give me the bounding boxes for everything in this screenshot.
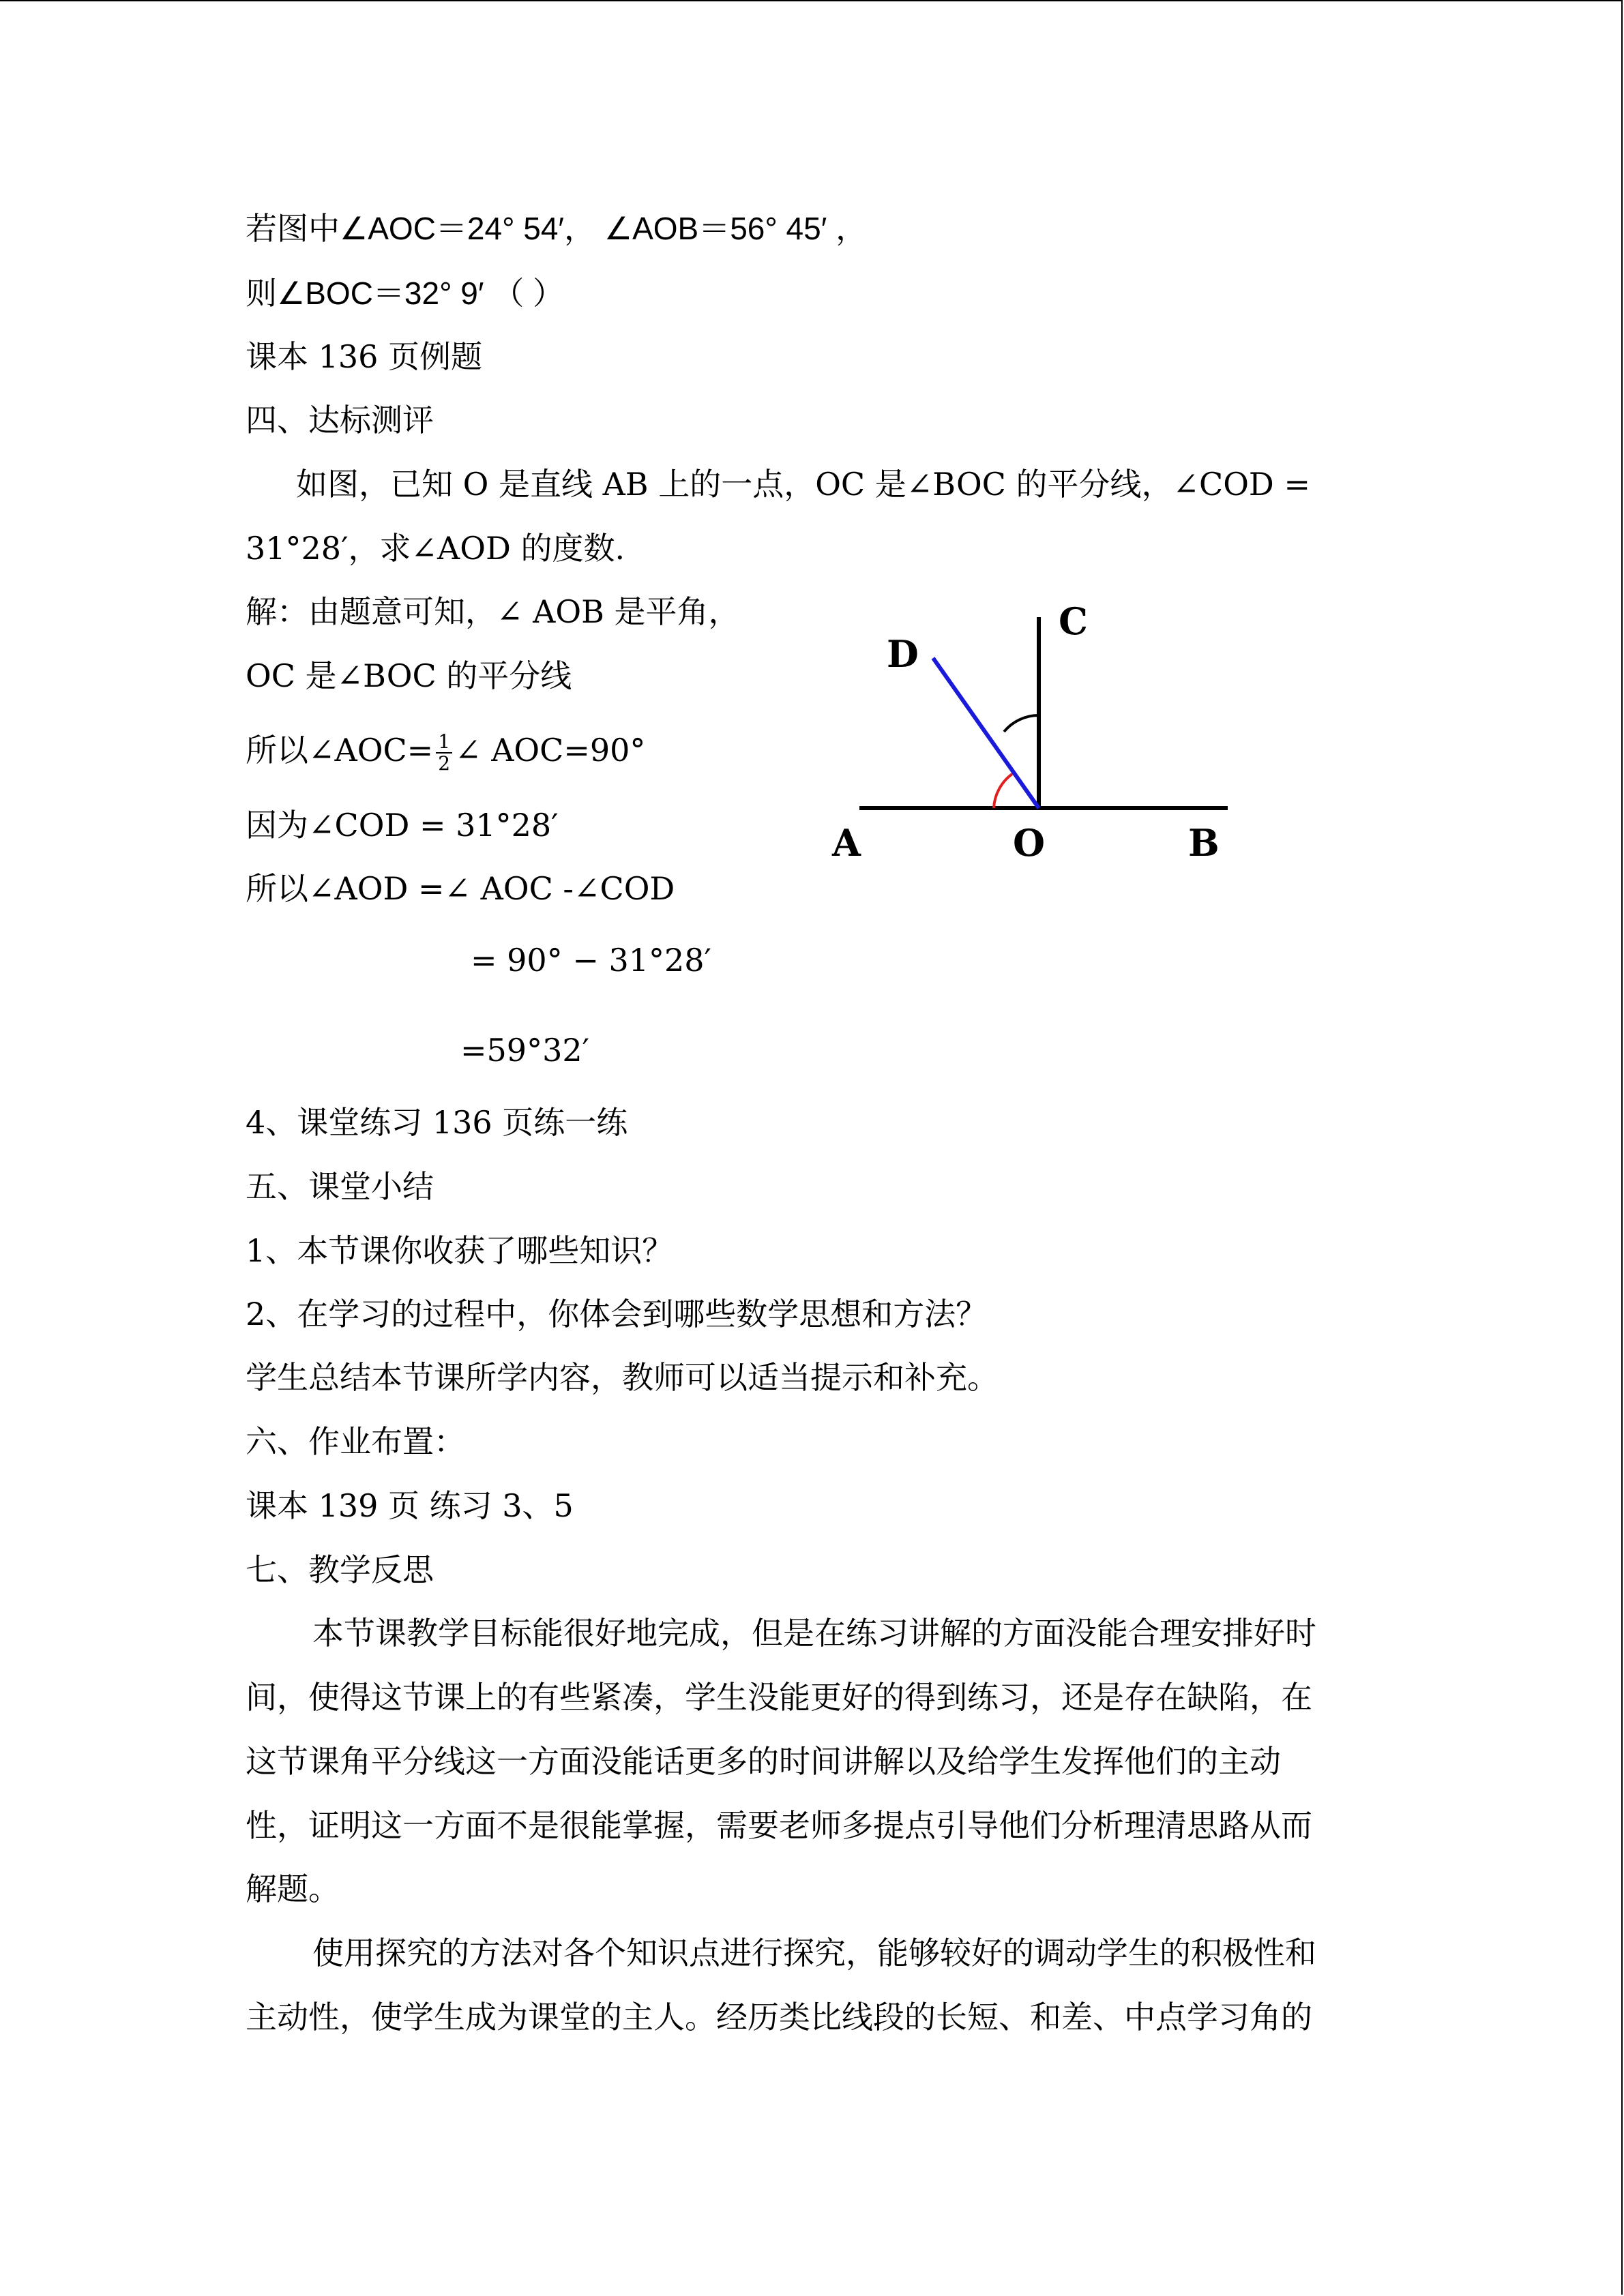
solution-line-1: 解：由题意可知，∠ AOB 是平角， <box>246 593 740 630</box>
section-heading-6: 六、作业布置： <box>246 1423 465 1460</box>
reflection-paragraph-1-line-2: 间，使得这节课上的有些紧凑，学生没能更好的得到练习，还是存在缺陷，在 <box>246 1679 1312 1716</box>
solution-result: =59°32′ <box>460 1032 590 1069</box>
summary-question-1: 1、本节课你收获了哪些知识？ <box>246 1232 674 1269</box>
summary-question-2: 2、在学习的过程中，你体会到哪些数学思想和方法？ <box>246 1296 988 1332</box>
problem-statement-line-2: 31°28′，求∠AOD 的度数. <box>246 530 625 567</box>
fraction-denominator: 2 <box>438 752 451 775</box>
solution-line-2: OC 是∠BOC 的平分线 <box>246 657 572 694</box>
solution-line-3 <box>246 730 645 774</box>
label-point-c: C <box>1059 599 1088 643</box>
reflection-paragraph-1-line-1: 本节课教学目标能很好地完成，但是在练习讲解的方面没能合理安排好时 <box>312 1615 1316 1652</box>
label-point-o: O <box>1013 821 1046 865</box>
solution-line-5: 所以∠AOD =∠ AOC -∠COD <box>246 870 675 907</box>
angle-diagram <box>818 586 1241 873</box>
label-point-a: A <box>832 821 861 865</box>
solution-line-6: = 90° − 31°28′ <box>471 942 711 979</box>
section-heading-7: 七、教学反思 <box>246 1551 434 1588</box>
reflection-paragraph-2-line-2: 主动性，使学生成为课堂的主人。经历类比线段的长短、和差、中点学习角的 <box>246 1999 1312 2036</box>
arc-angle-aod <box>994 774 1012 808</box>
text-line-classwork: 4、课堂练习 136 页练一练 <box>246 1104 628 1141</box>
label-point-b: B <box>1188 821 1220 865</box>
reflection-paragraph-1-line-4: 性，证明这一方面不是很能掌握，需要老师多提点引导他们分析理清思路从而 <box>246 1807 1312 1844</box>
reflection-paragraph-1-line-3: 这节课角平分线这一方面没能话更多的时间讲解以及给学生发挥他们的主动 <box>246 1743 1281 1780</box>
solution-line-3-prefix: 所以∠AOC= <box>246 732 434 769</box>
summary-note: 学生总结本节课所学内容，教师可以适当提示和补充。 <box>246 1359 999 1396</box>
text-line-1: 若图中∠AOC＝24° 54′， ∠AOB＝56° 45′ ， <box>246 211 868 246</box>
arc-angle-cod <box>1004 715 1039 732</box>
label-point-d: D <box>887 632 919 676</box>
reflection-paragraph-1-line-5: 解题。 <box>246 1870 340 1907</box>
solution-line-4: 因为∠COD = 31°28′ <box>246 807 559 844</box>
text-line-3: 课本 136 页例题 <box>246 338 483 375</box>
homework-line: 课本 139 页 练习 3、5 <box>246 1487 574 1524</box>
text-line-2: 则∠BOC＝32° 9′ （ ） <box>246 275 565 311</box>
reflection-paragraph-2-line-1: 使用探究的方法对各个知识点进行探究，能够较好的调动学生的积极性和 <box>312 1935 1316 1971</box>
section-heading-4: 四、达标测评 <box>246 402 434 438</box>
solution-line-3-suffix: ∠ AOC=90° <box>455 732 646 769</box>
ray-od <box>933 658 1039 808</box>
problem-statement-line-1: 如图，已知 O 是直线 AB 上的一点，OC 是∠BOC 的平分线，∠COD = <box>296 466 1310 503</box>
section-heading-5: 五、课堂小结 <box>246 1168 434 1205</box>
fraction-one-half <box>436 732 452 774</box>
fraction-numerator: 1 <box>436 732 452 754</box>
